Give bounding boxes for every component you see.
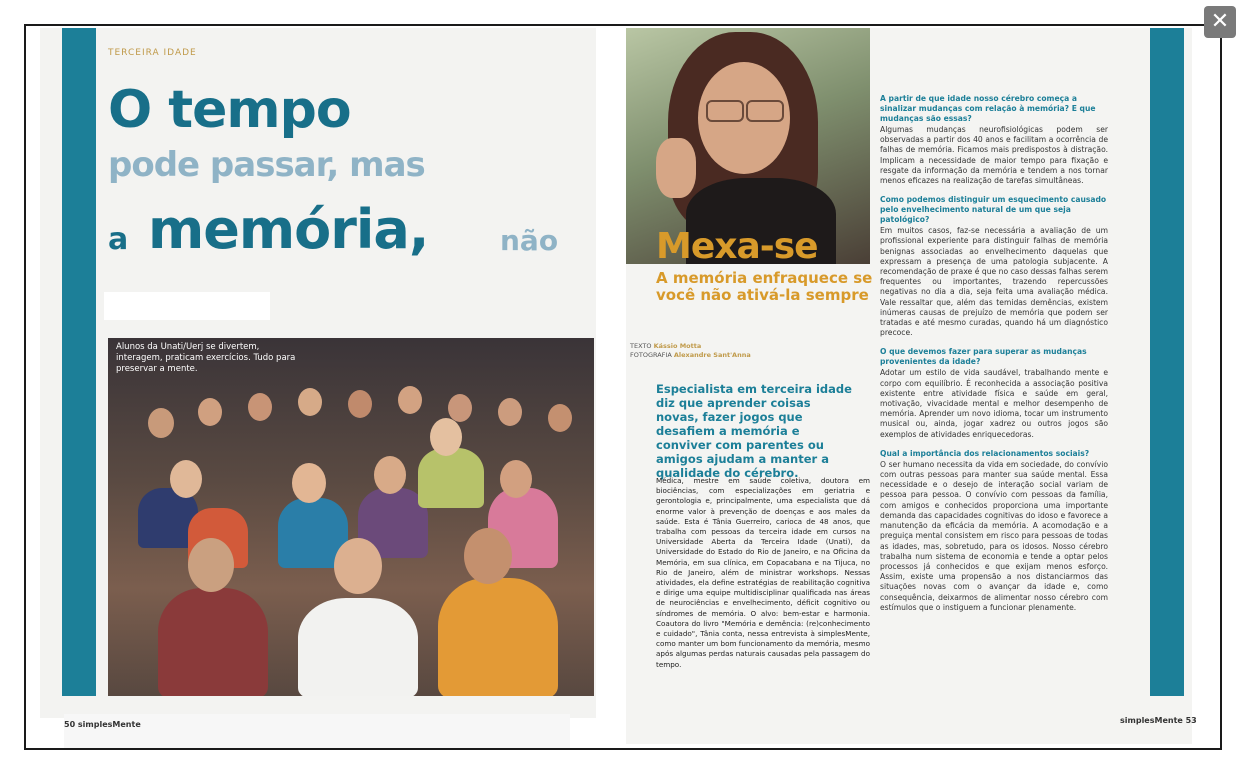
question-1: A partir de que idade nosso cérebro começa a sinalizar mudanças com relação à memória? E que mudanças são essas? (880, 94, 1096, 123)
headline-word-a: a (108, 222, 129, 257)
headline-line-2: pode passar, mas (108, 145, 425, 185)
question-4: Qual a importância dos relacionamentos sociais? (880, 448, 1090, 458)
subheading: A memória enfraquece se você não ativá-la sempre (656, 269, 873, 304)
left-accent-bar (62, 28, 96, 696)
close-button[interactable] (1204, 6, 1236, 38)
headline-word-nao: não (500, 224, 559, 257)
lead-paragraph: Especialista em terceira idade diz que aprender coisas novas, fazer jogos que desafiem a memória e conviver com parentes ou amigos ajudam a manter a qualidade do cérebro. (656, 382, 852, 480)
answer-3: Adotar um estilo de vida saudável, trabalhando mente e corpo com equilíbrio. É reconhecida a associação positiva existente entre atividade física e saúde em geral, motivação, vivacidade mental e melhor desempenho de memória. Aprender um novo idioma, tocar um instrumento musical ou, ainda, jogar xadrez ou outros jogos são exemplos de atividades enriquecedoras. (880, 368, 1108, 439)
left-page-footer: 50 simplesMente (64, 720, 141, 729)
intro-body: Médica, mestre em saúde coletiva, doutora em biociências, com especializações em geriatria e gerontologia e, principalmente, uma especialista que dá enorme valor à prevenção de doenças e aos males da saúde. Esta é Tânia Guerreiro, carioca de 48 anos, que trabalha com pessoas da terceira idade em cursos na Universidade Aberta da Terceira Idade (Unati), da Universidade do Estado do Rio de Janeiro, e na Oficina da Memória, em sua clínica, em Copacabana e na Tijuca, no Rio de Janeiro, além de ministrar workshops. Nessas atividades, ela define estratégias de reabilitação cognitiva e dirige uma equipe multidisciplinar qualificada nas áreas de neurociências e envelhecimento, déficit cognitivo ou síndromes de memória. O alvo: bem-estar e harmonia. Coautora do livro "Memória e demência: (re)conhecimento e cuidado", Tânia conta, nessa entrevista à simplesMente, como manter um bom funcionamento da memória, mesmo após algumas perdas naturais causadas pela passagem do tempo. (656, 476, 870, 669)
headline-line-1: O tempo (108, 80, 351, 140)
answer-2: Em muitos casos, faz-se necessária a avaliação de um profissional experiente para distinguir falhas de memória benignas associadas ao envelhecimento daquelas que expressam a presença de uma patologia subjacente. A recomendação de praxe é que no caso dessas falhas serem frequentes ou importantes, trazendo repercussões negativas no dia a dia, seja feita uma avaliação médica. Vale ressaltar que, além das temidas demências, existem inúmeras causas de prejuízo de memória que podem ser tratadas e até mesmo curadas, quando há um diagnóstico precoce. (880, 226, 1108, 338)
credits (630, 342, 751, 360)
credit-photo-label: FOTOGRAFIA (630, 351, 672, 359)
answer-1: Algumas mudanças neurofisiológicas podem ser observadas a partir dos 40 anos e facilitam a ocorrência de falhas de memória. Ficamos mais predispostos à distração. Implicam a necessidade de maior tempo para fixação e resgate da informação da memória e tendem a nos tornar menos eficazes na realização de tarefas simultâneas. (880, 125, 1108, 186)
photo-caption: Alunos da Unati/Uerj se divertem, interagem, praticam exercícios. Tudo para preservar a mente. (116, 342, 296, 374)
credit-photo-name: Alexandre Sant'Anna (673, 351, 751, 359)
close-icon: ✕ (1210, 9, 1230, 34)
right-accent-bar (1150, 28, 1184, 696)
right-page-footer: simplesMente 53 (1120, 716, 1197, 725)
question-3: O que devemos fazer para superar as mudanças provenientes da idade? (880, 347, 1087, 367)
section-label: TERCEIRA IDADE (108, 48, 197, 58)
answer-4: O ser humano necessita da vida em sociedade, do convívio com outras pessoas para manter sua saúde mental. Essa necessidade e o desejo de interação social variam de pessoa para pessoa. O convívio com pessoas da família, com amigos e conhecidos proporciona uma importante demanda das capacidades cognitivas do idoso e favorece a manutenção da eficácia da memória. A acomodação e a preguiça mental consistem em risco para pessoas de todas as idades, mas, sobretudo, para os idosos. Nosso cérebro trabalha num sistema de economia e tende a optar pelos processos já conhecidos e que exijam menos esforço. Assim, existe uma propensão a nos distanciarmos das situações novas com o avançar da idade e, como consequência, deixarmos de alimentar nosso cérebro com estímulos que o instiguem a funcionar plenamente. (880, 459, 1108, 612)
headline-word-memoria: memória, (148, 198, 429, 261)
credit-text-name: Kássio Motta (653, 342, 702, 350)
question-2: Como podemos distinguir um esquecimento causado pelo envelhecimento natural de um que seja patológico? (880, 195, 1107, 225)
section-heading: Mexa-se (656, 226, 818, 267)
credit-text-label: TEXTO (630, 342, 652, 350)
interview-column (880, 94, 1108, 622)
group-photo (108, 338, 594, 696)
blank-box (104, 292, 270, 320)
